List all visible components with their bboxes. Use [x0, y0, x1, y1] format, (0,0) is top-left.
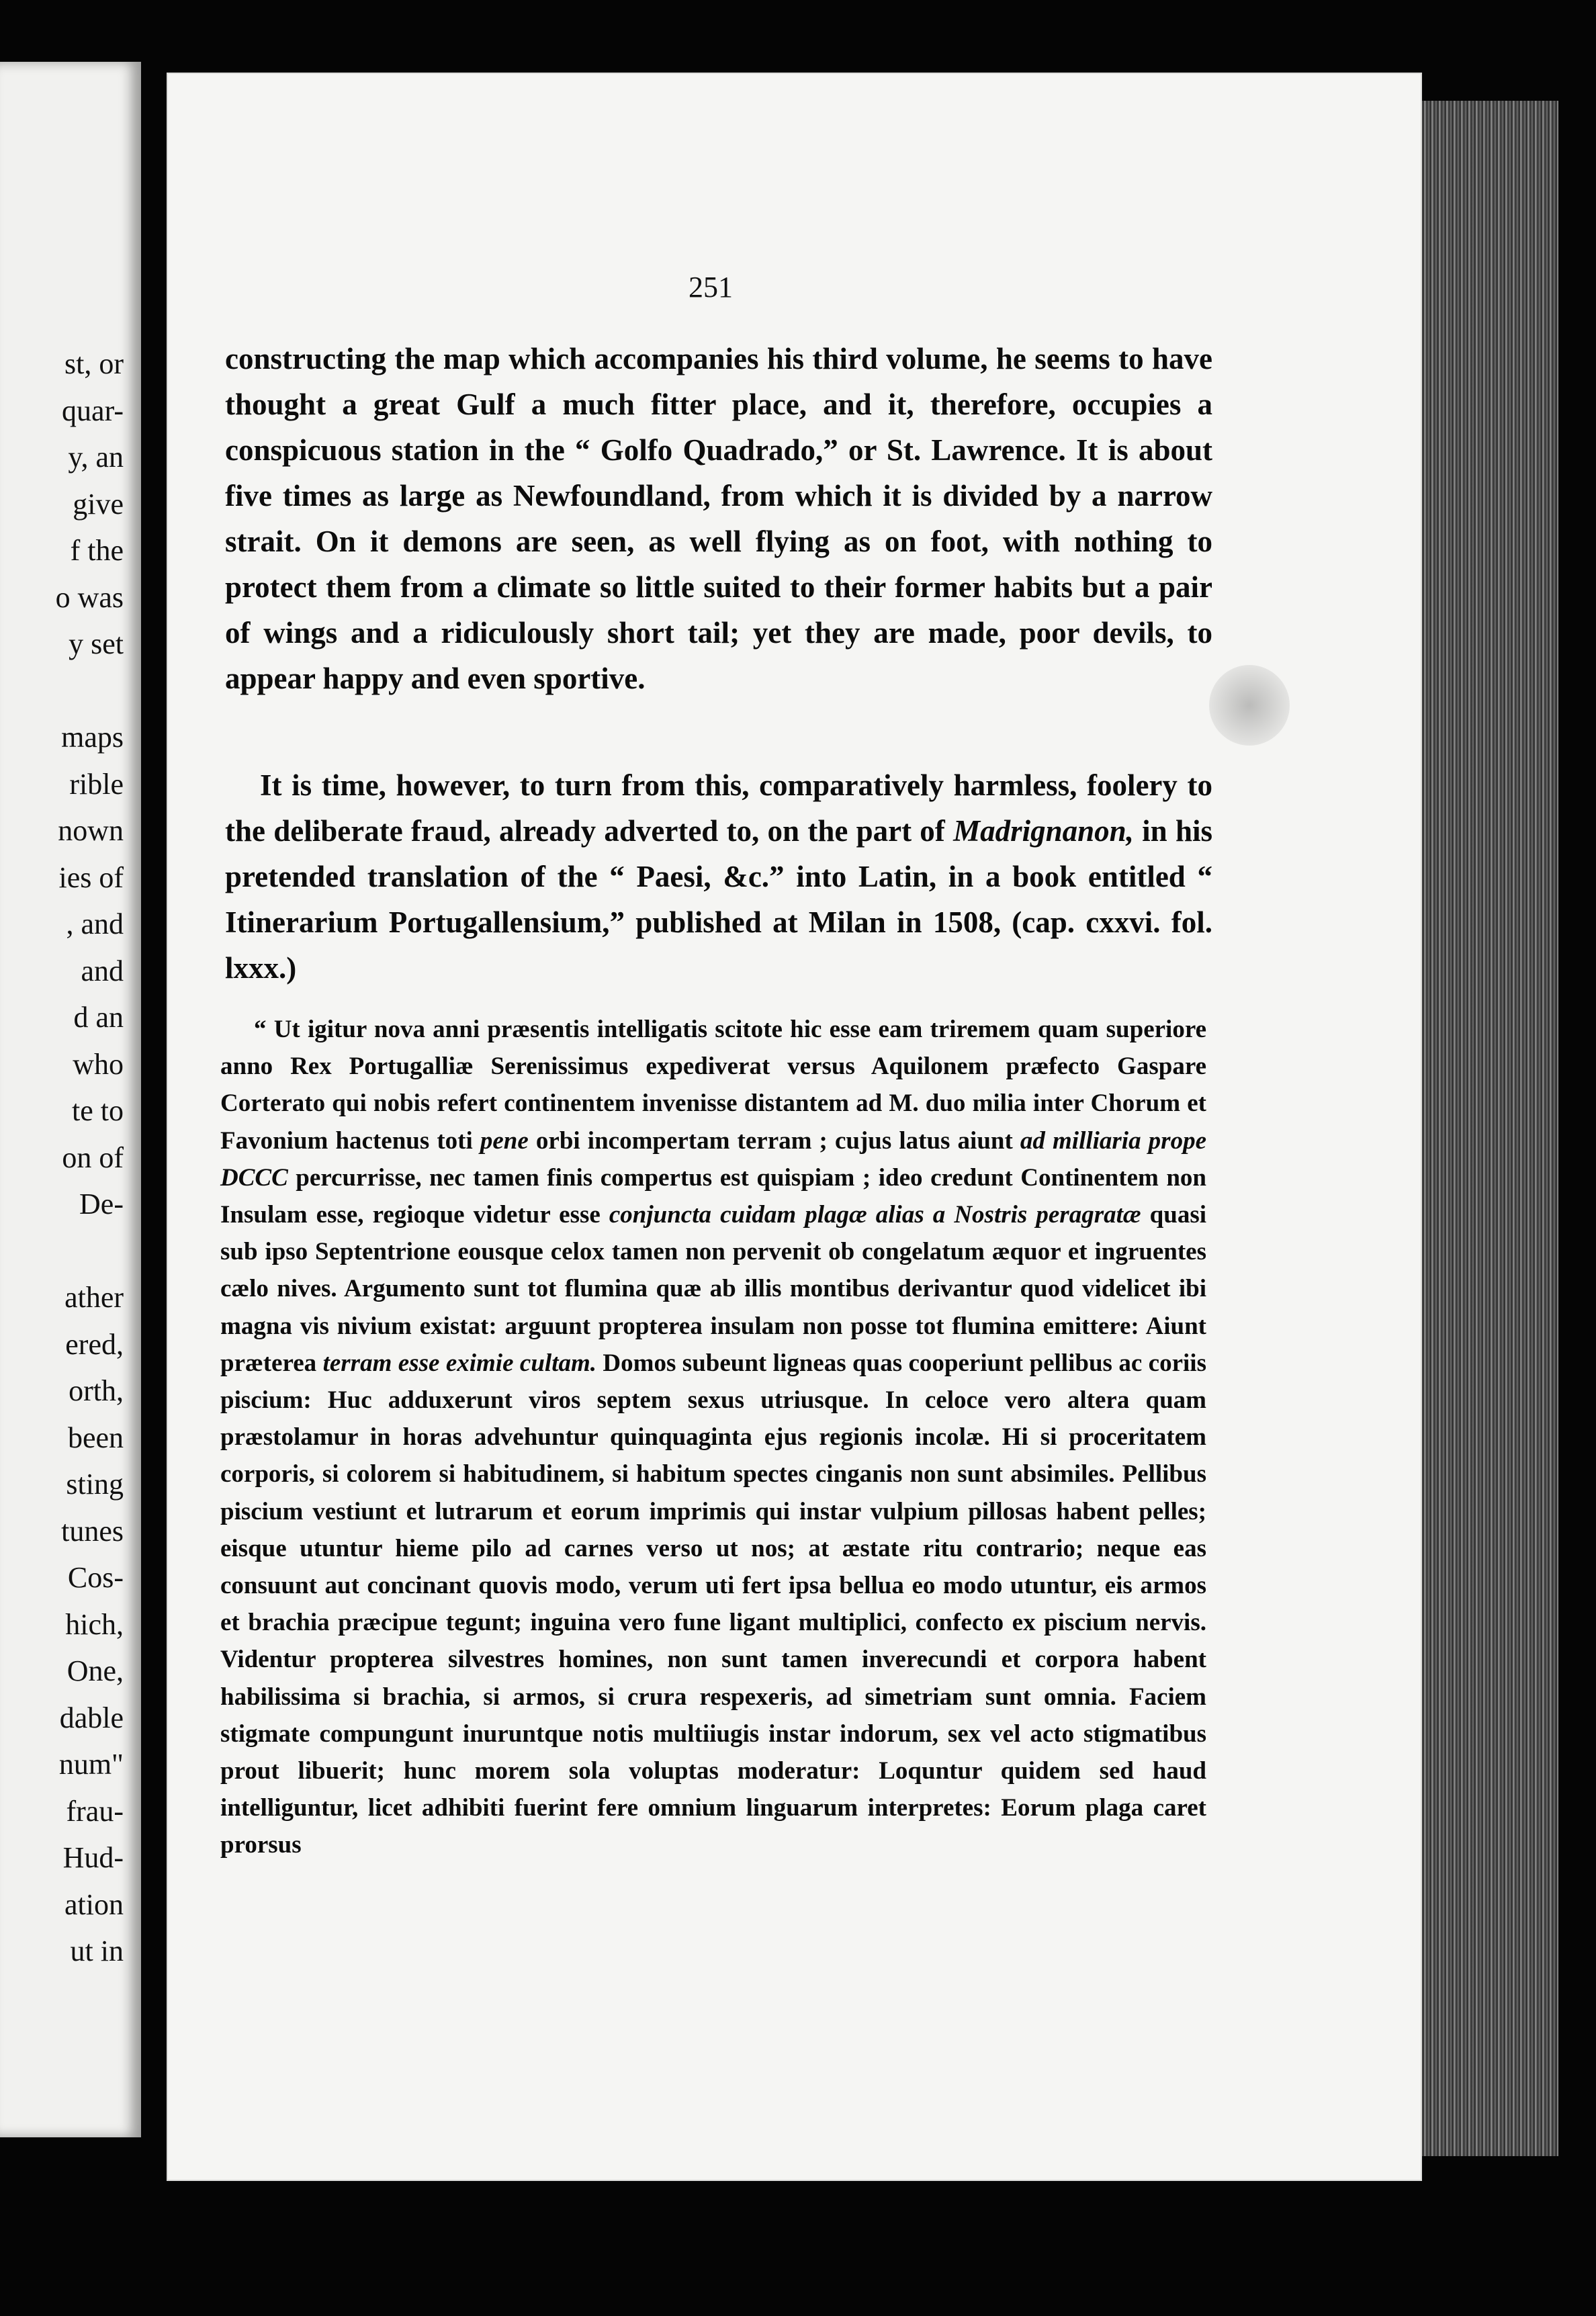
left-page-line: frau-	[66, 1794, 124, 1828]
latin-italic-4: terram esse eximie cultam.	[322, 1349, 597, 1377]
left-page-line: on of	[62, 1141, 124, 1174]
paragraph-2	[225, 762, 1212, 991]
left-page-line: give	[73, 487, 124, 521]
left-page-line: quar-	[62, 394, 124, 427]
left-page-line: , and	[66, 907, 124, 940]
left-page-line: dable	[59, 1701, 124, 1734]
left-page-line: maps	[61, 721, 124, 754]
left-page-line: ather	[64, 1281, 124, 1314]
left-page-line: ut in	[70, 1934, 124, 1967]
left-page-line: d an	[73, 1001, 124, 1034]
ink-smudge	[1209, 665, 1290, 746]
left-page-line: Hud-	[62, 1841, 124, 1874]
latin-text-5: Domos subeunt ligneas quas cooperiunt pellibus ac coriis piscium: Huc adduxerunt viros septem sexus utriusque. In celoce vero altera quam præstolamur in horas advehuntur quinquaginta ejus regionis incolæ. Hi si proceritatem corporis, si colorem si habitudinem, si habitum spectes cinganis non sunt absimiles. Pellibus piscium vestiunt et lutrarum et eorum imprimis qui instar vulpium pillosas habent pelles; eisque utuntur hieme pilo ad carnes verso ut nos; at æstate ritu contrario; neque eas consuunt aut concinant quovis modo, verum uti fert ipsa bellua eo modo utuntur, eis armos et brachia præcipue tegunt; inguina vero fune ligant multiplici, confecto ex piscium nervis. Videntur propterea silvestres homines, non sunt tamen inverecundi et corpora habent habilissima si brachia, si armos, si crura respexeris, ad simetriam sunt omnia. Faciem stigmate compungunt inuruntque notis multiiugis instar indorum, sex vel acto stigmatibus prout libuerit; hunc morem sola voluptas moderatur: Loquntur quidem sed haud intelliguntur, licet adhibiti fuerint fere omnium linguarum interpretes: Eorum plaga caret prorsus	[220, 1349, 1206, 1859]
adjacent-left-page	[0, 62, 141, 2137]
left-page-line: rible	[69, 767, 124, 801]
left-page-line: tunes	[61, 1514, 124, 1548]
left-page-line: sting	[66, 1468, 124, 1501]
left-page-line: and	[81, 954, 124, 987]
paragraph-2-text-a: It is time, however, to turn from this, comparatively harmless, foolery to the deliberate fraud, already adverted to, on the part of	[225, 768, 1212, 848]
paragraph-2-text-b: in his pretended translation of the “ Paesi, &c.” into Latin, in a book entitled “ Itinerarium Portugallensium,” published at Milan in 1508, (cap. cxxvi. fol. lxxx.)	[225, 814, 1212, 985]
latin-text-4: quasi sub ipso Septentrione eousque celox tamen non pervenit ob congelatum æquor et ingruentes cælo nives. Argumento sunt tot flumina quæ ab illis montibus derivantur quod videlicet ibi magna vis nivium existat: arguunt propterea insulam non posse tot flumina emittere: Aiunt præterea	[220, 1201, 1207, 1377]
left-page-line: st, or	[64, 347, 124, 380]
left-page-line: orth,	[69, 1374, 124, 1407]
left-page-line: ered,	[65, 1327, 124, 1361]
left-page-line: One,	[66, 1654, 124, 1687]
author-name: Madrignanon,	[953, 814, 1134, 848]
latin-italic-3: conjuncta cuidam plagæ alias a Nostris peragratæ	[609, 1201, 1141, 1229]
left-page-line: Cos-	[67, 1561, 124, 1594]
latin-italic-2: ad milliaria prope DCCC	[220, 1126, 1206, 1192]
latin-quotation	[220, 1011, 1206, 1864]
latin-text-2: orbi incompertam terram ; cujus latus aiunt	[528, 1126, 1020, 1155]
latin-italic-1: pene	[480, 1126, 529, 1155]
page-edges	[1397, 101, 1558, 2156]
paragraph-1: constructing the map which accompanies his third volume, he seems to have thought a great Gulf a much fitter place, and it, therefore, occupies a conspicuous station in the “ Golfo Quadrado,” or St. Lawrence. It is about five times as large as Newfoundland, from which it is divided by a narrow strait. On it demons are seen, as well flying as on foot, with nothing to protect them from a climate so little suited to their former habits but a pair of wings and a ridiculously short tail; yet they are made, poor devils, to appear happy and even sportive.	[225, 342, 1212, 695]
left-page-line: ation	[64, 1887, 124, 1921]
left-page-line: been	[67, 1421, 124, 1454]
latin-text-3: percurrisse, nec tamen finis compertus est quispiam ; ideo credunt Continentem non Insulam esse, regioque videtur esse	[220, 1163, 1206, 1229]
left-page-line: who	[73, 1047, 124, 1081]
left-page-line: num"	[58, 1748, 124, 1781]
left-page-line: ies of	[58, 860, 124, 894]
left-page-line: o was	[55, 580, 124, 614]
left-page-line: nown	[58, 814, 124, 847]
latin-text-1: “ Ut igitur nova anni præsentis intelligatis scitote hic esse eam triremem quam superiore anno Rex Portugalliæ Serenissimus expediverat versus Aquilonem præfecto Gaspare Corterato qui nobis refert continentem invenisse distantem ad M. duo milia inter Chorum et Favonium hactenus toti	[220, 1016, 1206, 1155]
left-page-line: te to	[72, 1094, 124, 1127]
left-page-line: y set	[69, 627, 124, 660]
left-page-line: y, an	[68, 441, 124, 474]
left-page-line: De-	[79, 1188, 124, 1220]
page-number: 251	[689, 271, 733, 304]
left-page-line: f the	[70, 534, 124, 567]
left-page-line: hich,	[65, 1607, 124, 1641]
